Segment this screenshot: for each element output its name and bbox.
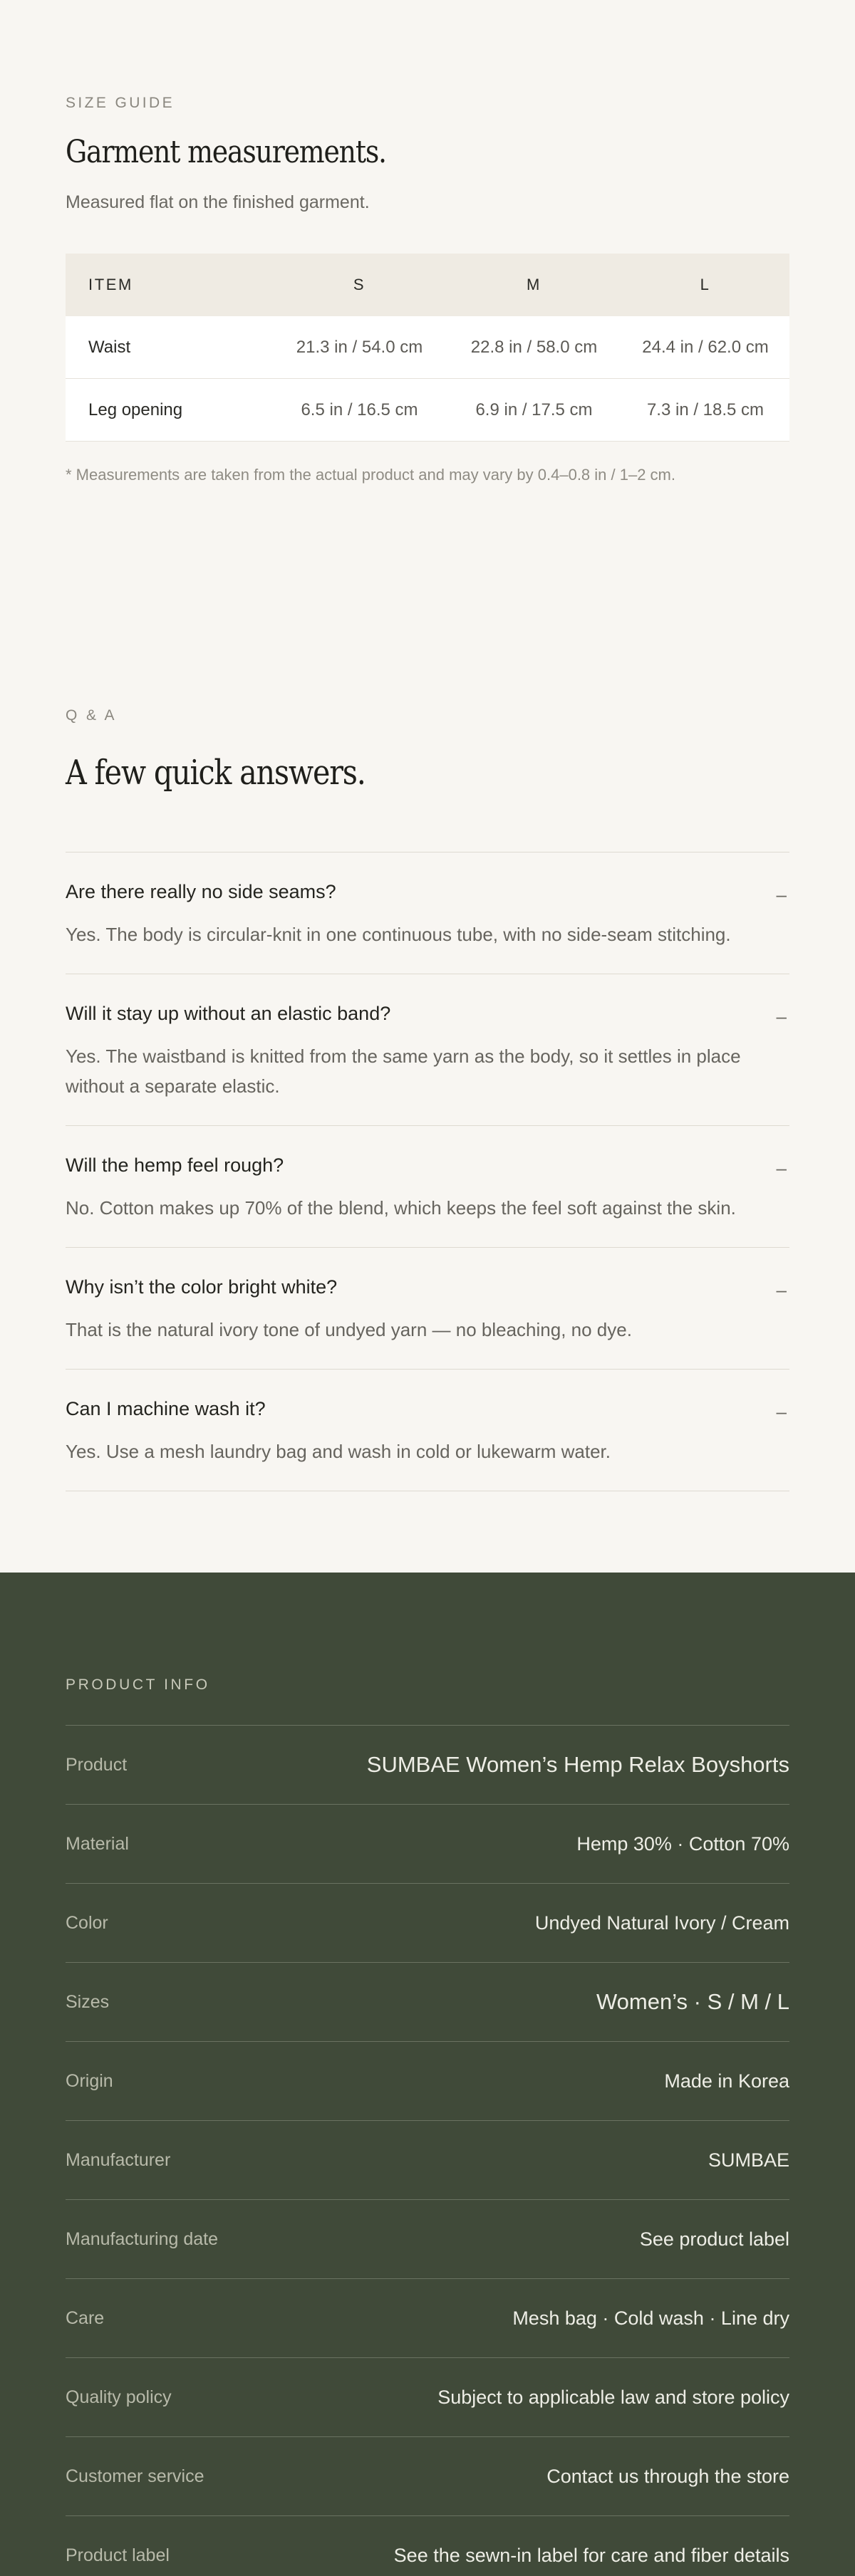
info-label: Sizes	[66, 1991, 110, 2012]
header-size-l: L	[700, 276, 711, 293]
size-guide-note: * Measurements are taken from the actual product and may vary by 0.4–0.8 in / 1–2 cm.	[66, 466, 675, 484]
size-guide-title: Garment measurements.	[66, 134, 386, 170]
header-size-m: M	[527, 276, 542, 293]
info-label: Manufacturing date	[66, 2228, 219, 2249]
info-label: Care	[66, 2308, 105, 2328]
product-info-section	[0, 1573, 855, 2576]
info-row-origin	[66, 2042, 789, 2121]
info-row-material	[66, 1805, 789, 1884]
collapse-icon[interactable]: –	[776, 1157, 787, 1179]
qa-question[interactable]: Why isn’t the color bright white?	[66, 1276, 338, 1298]
size-guide-eyebrow: SIZE GUIDE	[66, 95, 175, 111]
info-row-sizes	[66, 1963, 789, 2042]
info-label: Quality policy	[66, 2387, 172, 2407]
info-value: Women’s · S / M / L	[596, 1989, 789, 2014]
qa-item[interactable]	[66, 1126, 789, 1248]
info-value: Hemp 30% · Cotton 70%	[576, 1832, 789, 1855]
qa-question[interactable]: Can I machine wash it?	[66, 1398, 266, 1419]
info-row-manufacturer	[66, 2121, 789, 2200]
info-value: Undyed Natural Ivory / Cream	[534, 1912, 789, 1934]
info-label: Manufacturer	[66, 2149, 171, 2170]
info-row-manufacturing-date	[66, 2200, 789, 2279]
info-label: Material	[66, 1833, 129, 1854]
info-value: See product label	[639, 2228, 789, 2250]
waist-s: 21.3 in / 54.0 cm	[296, 337, 423, 357]
info-row-customer-service	[66, 2437, 789, 2516]
info-value: Subject to applicable law and store policy	[437, 2386, 789, 2408]
info-value: SUMBAE Women’s Hemp Relax Boyshorts	[366, 1752, 789, 1777]
row-label-waist: Waist	[88, 337, 131, 357]
qa-answer: Yes. The waistband is knitted from the same yarn as the body, so it settles in place without a separate elastic.	[66, 1045, 741, 1097]
info-value: Made in Korea	[664, 2070, 789, 2092]
table-row	[66, 316, 789, 379]
info-label: Product	[66, 1754, 128, 1775]
waist-l: 24.4 in / 62.0 cm	[642, 337, 769, 357]
product-info-list	[66, 1725, 789, 2576]
info-label: Product label	[66, 2545, 170, 2565]
qa-question[interactable]: Will it stay up without an elastic band?	[66, 1003, 391, 1024]
qa-item[interactable]	[66, 852, 789, 974]
qa-answer: Yes. Use a mesh laundry bag and wash in cold or lukewarm water.	[66, 1441, 611, 1462]
leg-opening-m: 6.9 in / 17.5 cm	[475, 400, 593, 419]
info-value: Mesh bag · Cold wash · Line dry	[512, 2307, 789, 2329]
collapse-icon[interactable]: –	[776, 1006, 787, 1027]
info-value: See the sewn-in label for care and fiber details	[393, 2544, 789, 2566]
qa-eyebrow: Q & A	[66, 707, 117, 724]
qa-question[interactable]: Will the hemp feel rough?	[66, 1154, 284, 1176]
info-row-product	[66, 1726, 789, 1805]
qa-item[interactable]	[66, 1248, 789, 1370]
qa-item[interactable]	[66, 1370, 789, 1491]
info-label: Origin	[66, 2070, 113, 2091]
qa-answer: Yes. The body is circular-knit in one continuous tube, with no side-seam stitching.	[66, 924, 731, 945]
qa-answer: No. Cotton makes up 70% of the blend, which keeps the feel soft against the skin.	[66, 1197, 736, 1219]
collapse-icon[interactable]: –	[776, 1401, 787, 1422]
info-row-color	[66, 1884, 789, 1963]
info-row-care	[66, 2279, 789, 2358]
leg-opening-l: 7.3 in / 18.5 cm	[646, 400, 765, 419]
size-table	[66, 254, 789, 442]
header-item: ITEM	[88, 276, 133, 293]
info-row-quality-policy	[66, 2358, 789, 2437]
product-info-eyebrow: PRODUCT INFO	[66, 1677, 210, 1693]
header-size-s: S	[353, 276, 366, 293]
leg-opening-s: 6.5 in / 16.5 cm	[301, 400, 418, 419]
info-row-product-label	[66, 2516, 789, 2576]
waist-m: 22.8 in / 58.0 cm	[470, 337, 598, 357]
qa-item[interactable]	[66, 974, 789, 1126]
collapse-icon[interactable]: –	[776, 884, 787, 905]
info-value: SUMBAE	[708, 2149, 789, 2171]
info-value: Contact us through the store	[546, 2465, 789, 2487]
qa-answer: That is the natural ivory tone of undyed yarn — no bleaching, no dye.	[66, 1319, 632, 1340]
qa-title: A few quick answers.	[66, 753, 366, 793]
collapse-icon[interactable]: –	[776, 1279, 787, 1300]
size-table-header	[66, 254, 789, 316]
size-guide-subtitle: Measured flat on the finished garment.	[66, 192, 370, 212]
qa-list	[66, 852, 789, 1491]
info-label: Customer service	[66, 2466, 204, 2486]
info-label: Color	[66, 1912, 108, 1933]
row-label-leg-opening: Leg opening	[88, 400, 183, 419]
table-row	[66, 379, 789, 442]
qa-question[interactable]: Are there really no side seams?	[66, 881, 336, 902]
